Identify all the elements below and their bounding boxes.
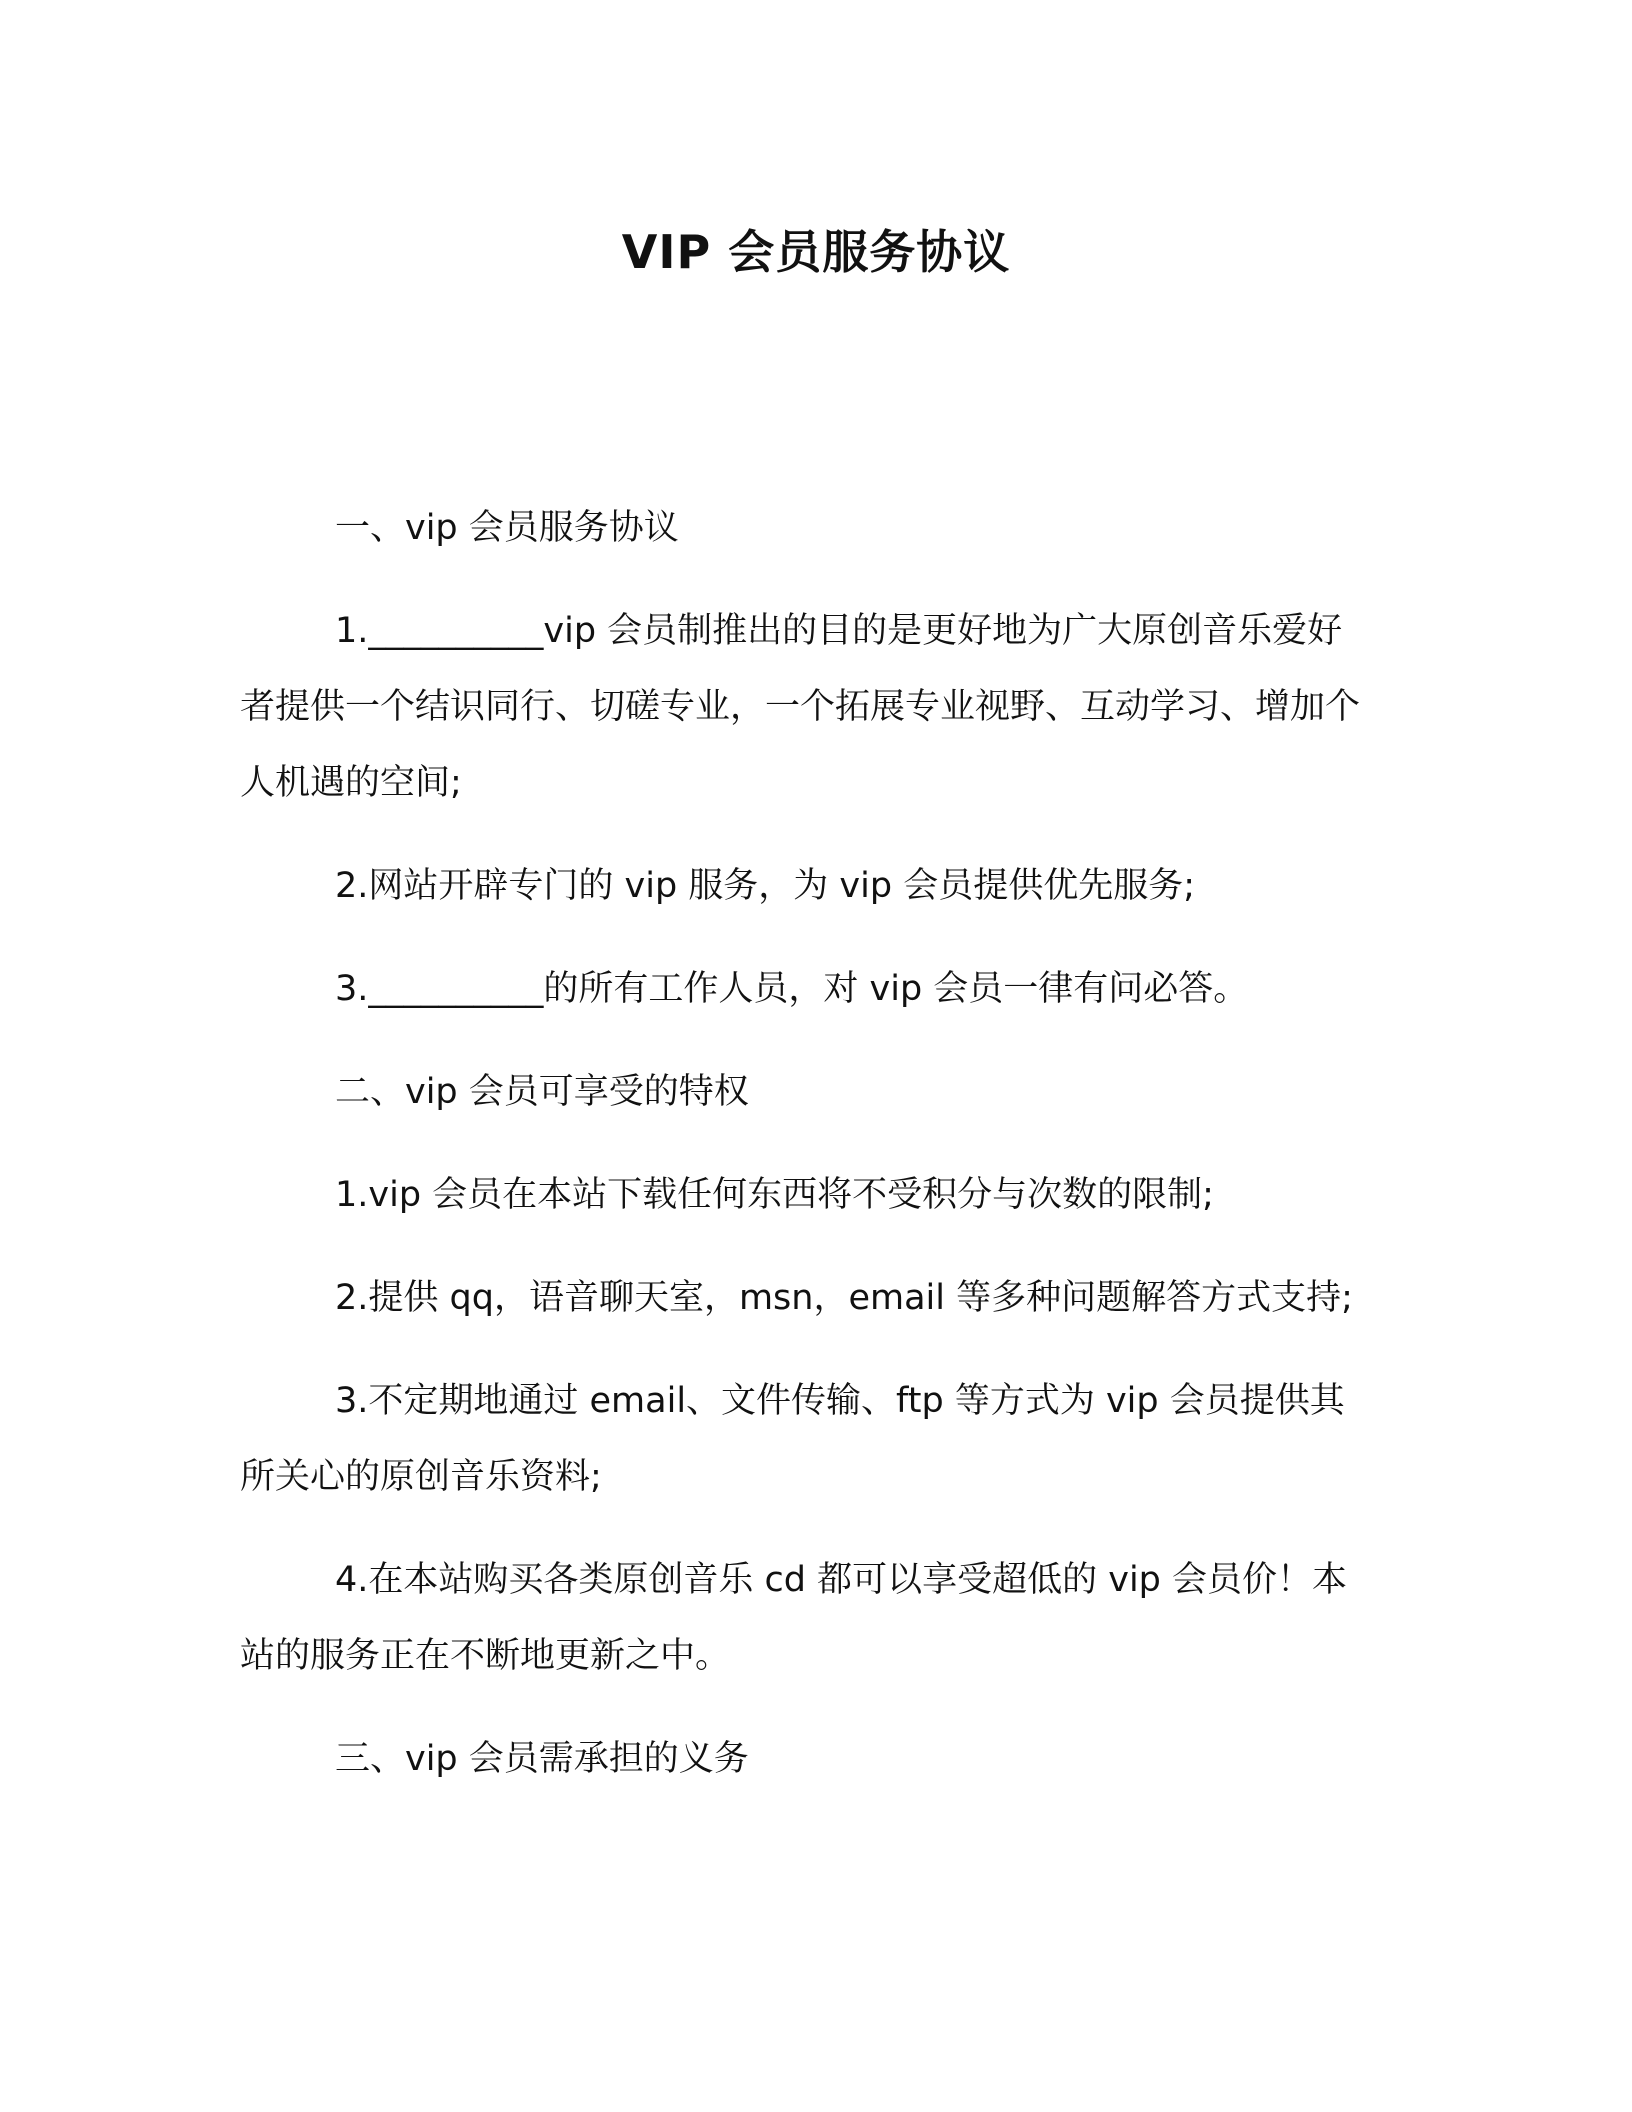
paragraph: 1.vip 会员在本站下载任何东西将不受积分与次数的限制; [335,1175,1214,1215]
paragraph: 2.网站开辟专门的 vip 服务，为 vip 会员提供优先服务; [335,866,1195,906]
paragraph: 3.__________的所有工作人员，对 vip 会员一律有问必答。 [335,969,1249,1009]
document-body [240,490,1370,1824]
paragraph: 2.提供 qq，语音聊天室，msn，email 等多种问题解答方式支持; [335,1278,1353,1318]
paragraph: 1.__________vip 会员制推出的目的是更好地为广大原创音乐爱好者提供一个结识同行、切磋专业，一个拓展专业视野、互动学习、增加个人机遇的空间; [240,611,1361,803]
section-heading-3: 三、vip 会员需承担的义务 [335,1739,749,1779]
section-heading-1: 一、vip 会员服务协议 [335,508,679,548]
paragraph: 3.不定期地通过 email、文件传输、ftp 等方式为 vip 会员提供其所关心的原创音乐资料; [240,1381,1345,1497]
section-heading-2: 二、vip 会员可享受的特权 [335,1072,749,1112]
document-title: VIP 会员服务协议 [621,225,1011,279]
paragraph: 4.在本站购买各类原创音乐 cd 都可以享受超低的 vip 会员价！本站的服务正在不断地更新之中。 [240,1560,1348,1676]
